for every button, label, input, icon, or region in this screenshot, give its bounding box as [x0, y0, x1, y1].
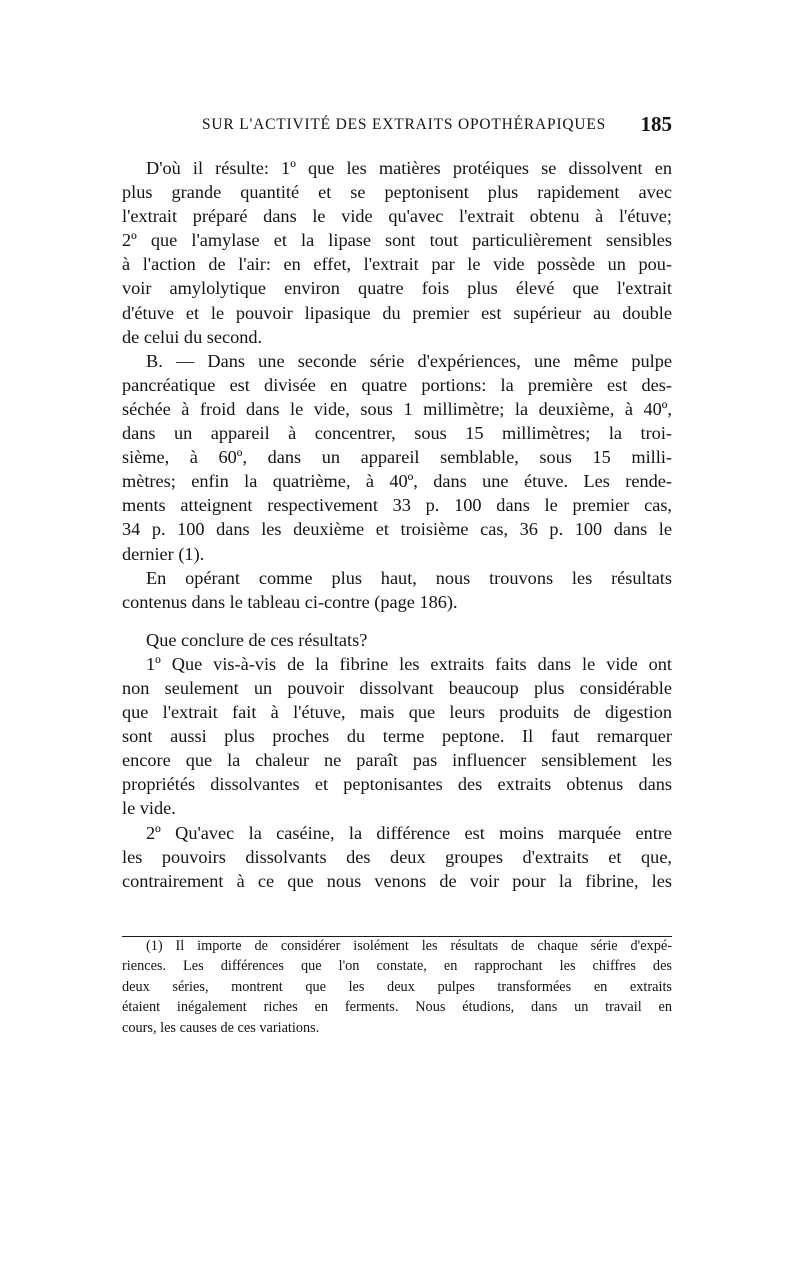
text-line: de celui du second. — [122, 326, 263, 347]
text-line: contenus dans le tableau ci-contre (page 186). — [122, 591, 458, 612]
footnote-line: (1) Il importe de considérer isolément les résultats de chaque série d'expé- — [146, 938, 672, 954]
page-number: 185 — [640, 112, 672, 136]
text-line: sont aussi plus proches du terme peptone. Il faut remarquer — [122, 726, 672, 747]
text-line: dernier (1). — [122, 543, 205, 564]
text-line: mètres; enfin la quatrième, à 40º, dans une étuve. Les rende- — [122, 471, 672, 492]
running-title: SUR L'ACTIVITÉ DES EXTRAITS OPOTHÉRAPIQUES — [202, 116, 607, 133]
text-line: à l'action de l'air: en effet, l'extrait par le vide possède un pou- — [122, 254, 672, 275]
text-line: 2º Qu'avec la caséine, la différence est moins marquée entre — [146, 822, 672, 843]
footnote-line: riences. Les différences que l'on constate, en rapprochant les chiffres des — [122, 958, 672, 975]
text-line: dans un appareil à concentrer, sous 15 millimètres; la troi- — [122, 423, 672, 444]
text-line: plus grande quantité et se peptonisent plus rapidement avec — [122, 182, 672, 203]
text-line: les pouvoirs dissolvants des deux groupes d'extraits et que, — [122, 846, 672, 867]
text-line: En opérant comme plus haut, nous trouvons les résultats — [146, 567, 672, 588]
text-line: propriétés dissolvantes et peptonisantes des extraits obtenus dans — [122, 774, 672, 795]
page-header — [122, 112, 672, 142]
text-line: le vide. — [122, 798, 176, 819]
text-line: contrairement à ce que nous venons de voir pour la fibrine, les — [122, 870, 672, 891]
footnote-line: étaient inégalement riches en ferments. Nous étudions, dans un travail en — [122, 999, 672, 1016]
text-line: 34 p. 100 dans les deuxième et troisième cas, 36 p. 100 dans le — [122, 519, 672, 540]
text-line: d'étuve et le pouvoir lipasique du premier est supérieur au double — [122, 302, 672, 323]
text-line: séchée à froid dans le vide, sous 1 millimètre; la deuxième, à 40º, — [122, 398, 672, 419]
text-line: Que conclure de ces résultats? — [146, 629, 368, 650]
text-line: voir amylolytique environ quatre fois plus élevé que l'extrait — [122, 278, 672, 299]
footnote-line: deux séries, montrent que les deux pulpes transformées en extraits — [122, 978, 672, 995]
main-text — [122, 156, 672, 893]
text-line: encore que la chaleur ne paraît pas influencer sensiblement les — [122, 750, 672, 771]
text-line: non seulement un pouvoir dissolvant beaucoup plus considérable — [122, 677, 672, 698]
text-line: l'extrait préparé dans le vide qu'avec l'extrait obtenu à l'étuve; — [122, 206, 672, 227]
text-line: B. — Dans une seconde série d'expériences, une même pulpe — [146, 350, 672, 371]
text-line: ments atteignent respectivement 33 p. 100 dans le premier cas, — [122, 495, 672, 516]
text-line: que l'extrait fait à l'étuve, mais que leurs produits de digestion — [122, 702, 672, 723]
footnote-line: cours, les causes de ces variations. — [122, 1019, 320, 1036]
text-line: 2º que l'amylase et la lipase sont tout particulièrement sensibles — [122, 230, 672, 251]
text-line: sième, à 60º, dans un appareil semblable, sous 15 milli- — [122, 447, 672, 468]
footnote — [122, 936, 672, 1038]
text-line — [122, 614, 672, 628]
text-line: 1º Que vis-à-vis de la fibrine les extraits faits dans le vide ont — [146, 653, 672, 674]
text-line: pancréatique est divisée en quatre portions: la première est des- — [122, 374, 672, 395]
text-line: D'où il résulte: 1º que les matières protéiques se dissolvent en — [146, 158, 672, 178]
